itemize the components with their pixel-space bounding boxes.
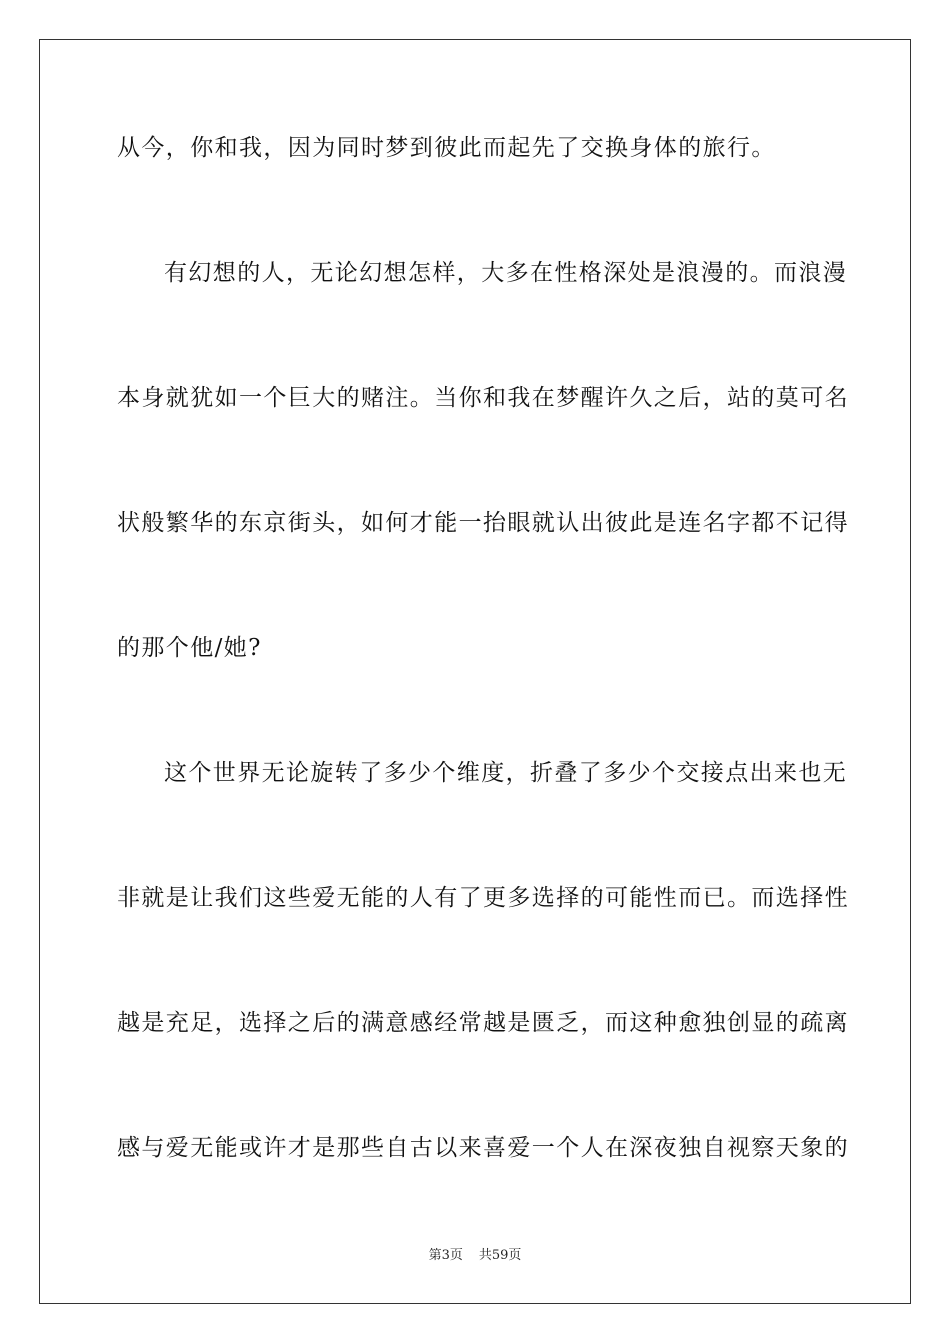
text-line: 非就是让我们这些爱无能的人有了更多选择的可能性而已。而选择性: [117, 885, 849, 911]
page-border: [39, 39, 911, 1304]
text-line: 本身就犹如一个巨大的赌注。当你和我在梦醒许久之后，站的莫可名: [117, 385, 849, 411]
paragraph-start-line: 有幻想的人，无论幻想怎样，大多在性格深处是浪漫的。而浪漫: [164, 260, 848, 286]
text-line: 状般繁华的东京街头，如何才能一抬眼就认出彼此是连名字都不记得: [117, 510, 849, 536]
total-pages: 共59页: [478, 1248, 522, 1263]
page-footer: [0, 1247, 950, 1265]
page-number: 第3页: [428, 1248, 463, 1263]
text-line: 的那个他/她?: [117, 635, 262, 661]
text-line: 感与爱无能或许才是那些自古以来喜爱一个人在深夜独自视察天象的: [117, 1135, 849, 1161]
text-line: 越是充足，选择之后的满意感经常越是匮乏，而这种愈独创显的疏离: [117, 1010, 849, 1036]
paragraph-start-line: 这个世界无论旋转了多少个维度，折叠了多少个交接点出来也无: [164, 760, 848, 786]
text-line: 从今，你和我，因为同时梦到彼此而起先了交换身体的旅行。: [117, 135, 776, 161]
